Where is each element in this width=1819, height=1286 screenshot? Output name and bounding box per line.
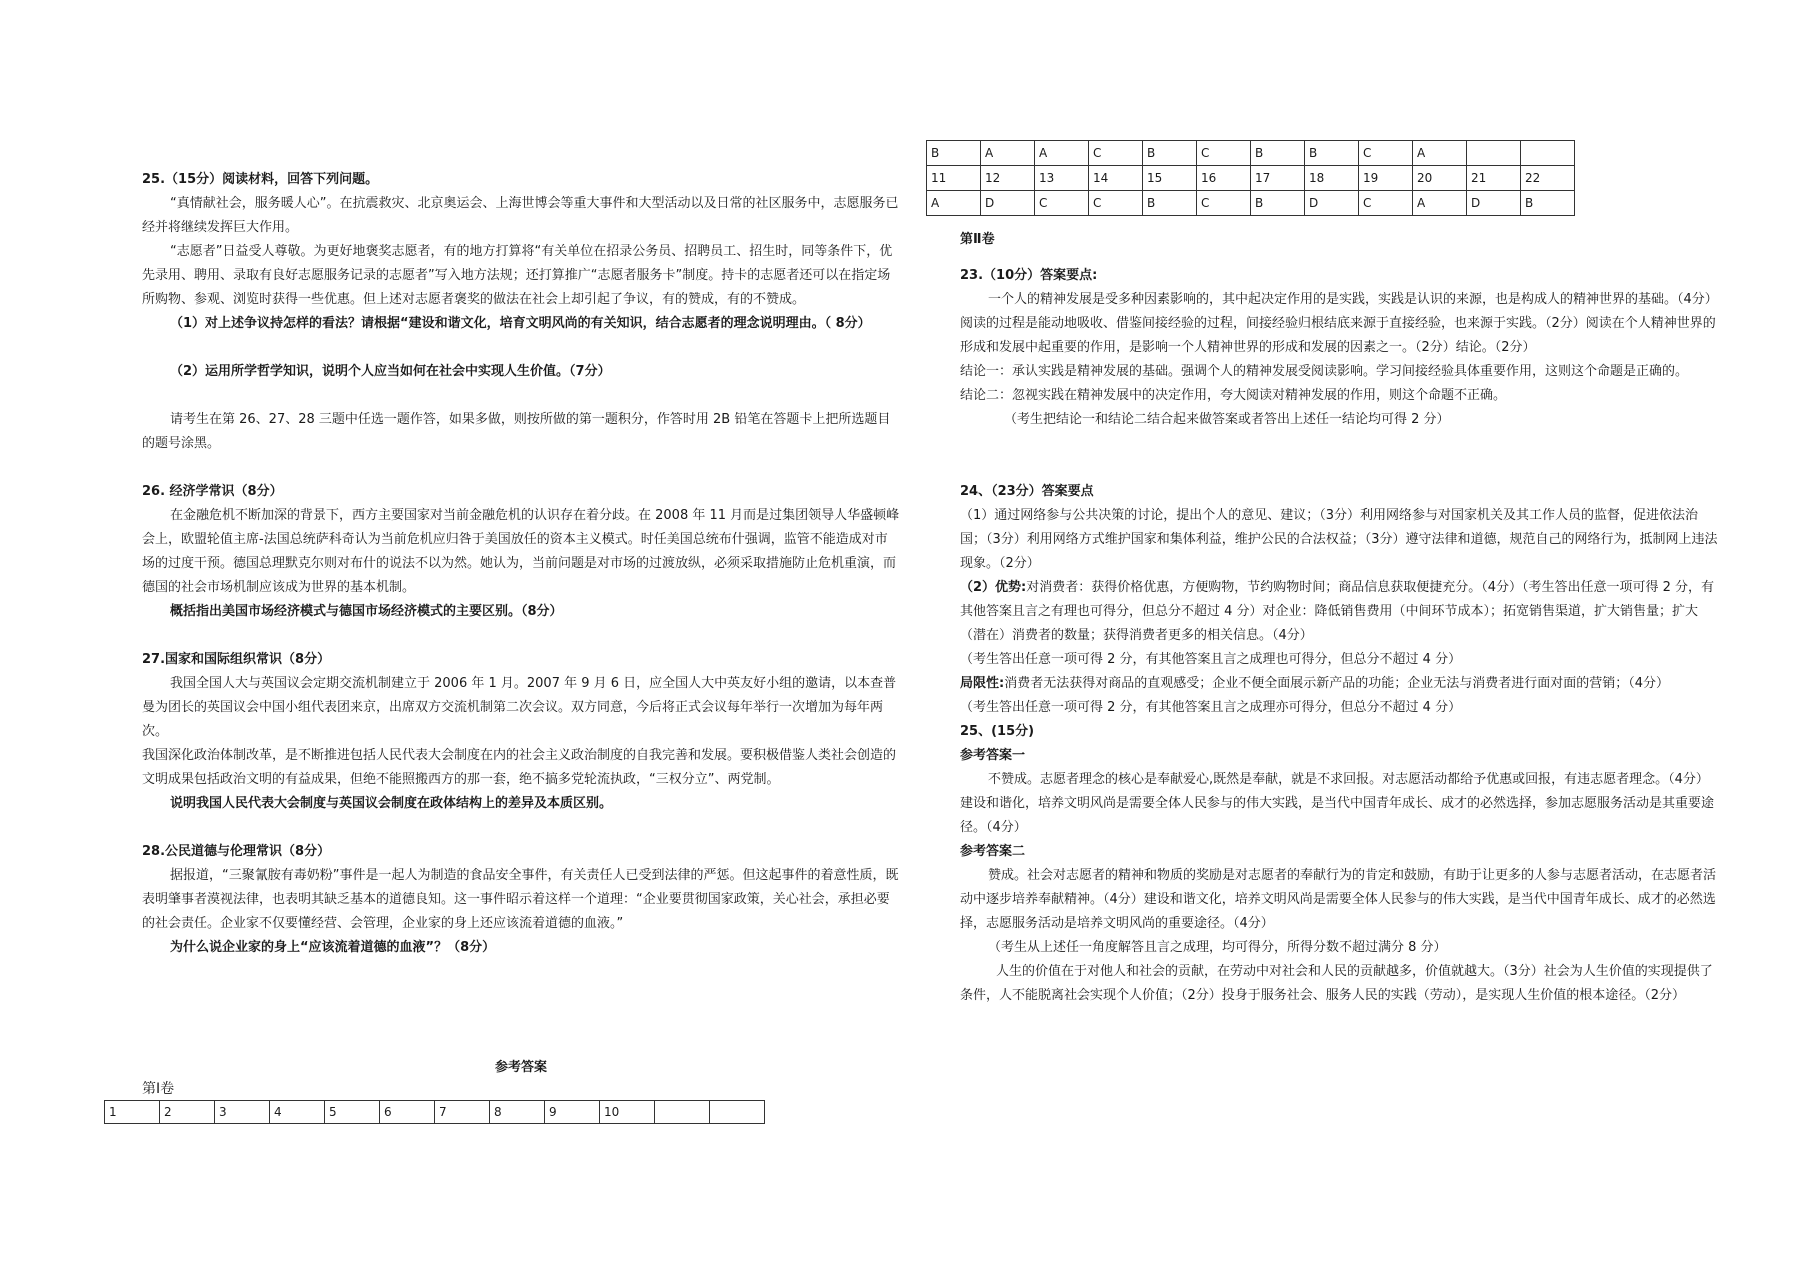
a24-part-2 — [960, 576, 1720, 648]
table-cell: C — [1089, 191, 1143, 216]
table-cell: B — [1143, 141, 1197, 166]
a25-final: 人生的价值在于对他人和社会的贡献，在劳动中对社会和人民的贡献越多，价值就越大。（3分）社会为人生价值的实现提供了条件，人不能脱离社会实现个人价值；（2分）投身于服务社会、服务人民的实践（劳动），是实现人生价值的根本途径。（2分） — [960, 964, 1713, 1003]
table-cell: 22 — [1521, 166, 1575, 191]
a24-advantage-label: （2）优势: — [960, 580, 1027, 595]
q27-question: 说明我国人民代表大会制度与英国议会制度在政体结构上的差异及本质区别。 — [170, 796, 613, 811]
table-row — [105, 1101, 765, 1124]
table-row — [927, 141, 1575, 166]
table-cell: 20 — [1413, 166, 1467, 191]
a24-title: 24、（23分）答案要点 — [960, 484, 1094, 499]
section-2-label: 第Ⅱ卷 — [960, 232, 995, 247]
table-cell — [710, 1101, 765, 1124]
section-1-label: 第Ⅰ卷 — [142, 1081, 175, 1097]
table-cell — [655, 1101, 710, 1124]
table-cell: B — [1305, 141, 1359, 166]
table-cell: D — [1467, 191, 1521, 216]
a24-limitation-text: 消费者无法获得对商品的直观感受；企业不便全面展示新产品的功能；企业无法与消费者进行面对面的营销；（4分） — [1004, 676, 1669, 691]
q25-paragraph-1: “真情献社会，服务暖人心”。在抗震救灾、北京奥运会、上海世博会等重大事件和大型活动以及日常的社区服务中，志愿服务已经并将继续发挥巨大作用。 — [142, 196, 899, 235]
table-cell — [1467, 141, 1521, 166]
table-cell: A — [1413, 191, 1467, 216]
q28-title: 28.公民道德与伦理常识（8分） — [142, 844, 331, 859]
a23-conclusion-2: 结论二：忽视实践在精神发展中的决定作用，夸大阅读对精神发展的作用，则这个命题不正确。 — [960, 388, 1507, 403]
q25-paragraph-2: “志愿者”日益受人尊敬。为更好地褒奖志愿者，有的地方打算将“有关单位在招录公务员、招聘员工、招生时，同等条件下，优先录用、聘用、录取有良好志愿服务记录的志愿者”写入地方法规；还打算推广“志愿者服务卡”制度。持卡的志愿者还可以在指定场所购物、参观、浏览时获得一些优惠。但上述对志愿者褒奖的做法在社会上却引起了争议，有的赞成，有的不赞成。 — [142, 244, 893, 307]
table-cell: B — [1251, 141, 1305, 166]
table-cell: 13 — [1035, 166, 1089, 191]
table-cell: 7 — [435, 1101, 490, 1124]
q25-title: 25.（15分）阅读材料，回答下列问题。 — [142, 172, 379, 187]
a23-paragraph: 一个人的精神发展是受多种因素影响的，其中起决定作用的是实践，实践是认识的来源，也是构成人的精神世界的基础。（4分）阅读的过程是能动地吸收、借鉴间接经验的过程，间接经验归根结底来源于直接经验，也来源于实践。（2分）阅读在个人精神世界的形成和发展中起重要的作用，是影响一个人精神世界的形成和发展的因素之一。（2分）结论。（2分） — [960, 292, 1718, 355]
table-cell: 6 — [380, 1101, 435, 1124]
table-cell: C — [1197, 141, 1251, 166]
table-cell: C — [1035, 191, 1089, 216]
q27-paragraph-1: 我国全国人大与英国议会定期交流机制建立于 2006 年 1 月。2007 年 9 月 6 日，应全国人大中英友好小组的邀请，以本查普曼为团长的英国议会中国小组代表团来京，出席双方交流机制第二次会议。双方同意，今后将正式会议每年举行一次增加为每年两次。 — [142, 676, 897, 739]
q26-title: 26. 经济学常识（8分） — [142, 484, 283, 499]
a24-advantage-text: 对消费者：获得价格优惠，方便购物，节约购物时间；商品信息获取便捷充分。（4分）（考生答出任意一项可得 2 分，有其他答案且言之有理也可得分，但总分不超过 4 分）对企业：降低销售费用（中间环节成本）；拓宽销售渠道，扩大销售量；扩大（潜在）消费者的数量；获得消费者更多的相关信息。（4分） — [960, 580, 1715, 643]
q26-question: 概括指出美国市场经济模式与德国市场经济模式的主要区别。（8分） — [170, 604, 563, 619]
table-cell: D — [1305, 191, 1359, 216]
q27-title: 27.国家和国际组织常识（8分） — [142, 652, 331, 667]
table-cell: 18 — [1305, 166, 1359, 191]
table-cell: 14 — [1089, 166, 1143, 191]
table-cell: 8 — [490, 1101, 545, 1124]
table-cell: 19 — [1359, 166, 1413, 191]
table-cell: 10 — [600, 1101, 655, 1124]
q25-sub-question-1: （1）对上述争议持怎样的看法？请根据“建设和谐文化，培育文明风尚的有关知识，结合志愿者的理念说明理由。（ 8分） — [170, 316, 871, 331]
a24-note-2: （考生答出任意一项可得 2 分，有其他答案且言之成理亦可得分，但总分不超过 4 分） — [960, 700, 1462, 715]
a25-reference-2: 赞成。社会对志愿者的精神和物质的奖励是对志愿者的奉献行为的肯定和鼓励，有助于让更多的人参与志愿者活动，在志愿者活动中逐步培养奉献精神。（4分）建设和谐文化，培养文明风尚是需要全体人民参与的伟大实践，是当代中国青年成长、成才的必然选择，志愿服务活动是培养文明风尚的重要途径。（4分） — [960, 868, 1717, 931]
table-cell: 17 — [1251, 166, 1305, 191]
a24-limitation-label: 局限性: — [960, 676, 1005, 691]
a24-note-1: （考生答出任意一项可得 2 分，有其他答案且言之成理也可得分，但总分不超过 4 分） — [960, 652, 1462, 667]
table-row — [927, 191, 1575, 216]
a23-title: 23.（10分）答案要点: — [960, 268, 1098, 283]
table-cell: 9 — [545, 1101, 600, 1124]
table-cell: B — [927, 141, 981, 166]
q27-paragraph-2: 我国深化政治体制改革，是不断推进包括人民代表大会制度在内的社会主义政治制度的自我完善和发展。要积极借鉴人类社会创造的文明成果包括政治文明的有益成果，但绝不能照搬西方的那一套，绝不搞多党轮流执政，“三权分立”、两党制。 — [142, 748, 897, 787]
answer-table-part1-right — [926, 140, 1575, 216]
a25-reference-1: 不赞成。志愿者理念的核心是奉献爱心,既然是奉献，就是不求回报。对志愿活动都给予优惠或回报，有违志愿者理念。（4分）建设和谐化，培养文明风尚是需要全体人民参与的伟大实践，是当代中国青年成长、成才的必然选择，参加志愿服务活动是其重要途径。（4分） — [960, 772, 1715, 835]
table-cell: C — [1359, 141, 1413, 166]
table-cell: 11 — [927, 166, 981, 191]
table-cell: B — [1143, 191, 1197, 216]
table-cell: A — [927, 191, 981, 216]
table-cell: A — [1035, 141, 1089, 166]
table-cell: C — [1359, 191, 1413, 216]
elective-instruction: 请考生在第 26、27、28 三题中任选一题作答，如果多做，则按所做的第一题积分，作答时用 2B 铅笔在答题卡上把所选题目的题号涂黑。 — [142, 412, 891, 451]
a24-part-1: （1）通过网络参与公共决策的讨论，提出个人的意见、建议；（3分）利用网络参与对国家机关及其工作人员的监督，促进依法治国；（3分）利用网络方式维护国家和集体利益，维护公民的合法权益；（3分）遵守法律和道德，规范自己的网络行为，抵制网上违法现象。（2分） — [960, 508, 1718, 571]
q28-paragraph: 据报道，“三聚氰胺有毒奶粉”事件是一起人为制造的食品安全事件，有关责任人已受到法律的严惩。但这起事件的着意性质，既表明肇事者漠视法律，也表明其缺乏基本的道德良知。这一事件昭示着这样一个道理：“企业要贯彻国家政策，关心社会，承担必要的社会责任。企业家不仅要懂经营、会管理，企业家的身上还应该流着道德的血液。” — [142, 868, 899, 931]
a25-note: （考生从上述任一角度解答且言之成理，均可得分，所得分数不超过满分 8 分） — [988, 940, 1447, 955]
a24-part-3 — [960, 672, 1720, 696]
q25-sub-question-2: （2）运用所学哲学知识，说明个人应当如何在社会中实现人生价值。（7分） — [170, 364, 611, 379]
a23-note: （考生把结论一和结论二结合起来做答案或者答出上述任一结论均可得 2 分） — [1004, 412, 1450, 427]
a25-reference-1-title: 参考答案一 — [960, 748, 1026, 763]
table-cell: 5 — [325, 1101, 380, 1124]
table-cell: C — [1089, 141, 1143, 166]
reference-answer-title: 参考答案 — [494, 1060, 547, 1075]
table-cell: 21 — [1467, 166, 1521, 191]
table-cell: 15 — [1143, 166, 1197, 191]
table-cell — [1521, 141, 1575, 166]
a25-title: 25、(15分) — [960, 724, 1035, 739]
a25-reference-2-title: 参考答案二 — [960, 844, 1026, 859]
table-cell: C — [1197, 191, 1251, 216]
table-cell: 12 — [981, 166, 1035, 191]
right-column — [931, 140, 1720, 1008]
q28-question: 为什么说企业家的身上“应该流着道德的血液”？（8分） — [170, 940, 496, 955]
answer-table-part1-left — [104, 1100, 765, 1124]
table-cell: 3 — [215, 1101, 270, 1124]
table-cell: B — [1251, 191, 1305, 216]
table-cell: A — [1413, 141, 1467, 166]
table-cell: A — [981, 141, 1035, 166]
table-cell: 4 — [270, 1101, 325, 1124]
a23-conclusion-1: 结论一：承认实践是精神发展的基础。强调个人的精神发展受阅读影响。学习间接经验具体重要作用，这则这个命题是正确的。 — [960, 364, 1689, 379]
table-cell: 16 — [1197, 166, 1251, 191]
table-cell: B — [1521, 191, 1575, 216]
q26-paragraph: 在金融危机不断加深的背景下，西方主要国家对当前金融危机的认识存在着分歧。在 2008 年 11 月而是过集团领导人华盛顿峰会上，欧盟轮值主席-法国总统萨科奇认为当前危机应归咎于美国放任的资本主义模式。时任美国总统布什强调，监管不能造成对市场的过度干预。德国总理默克尔则对布什的说法不以为然。她认为，当前问题是对市场的过渡放纵，必须采取措施防止危机重演，而德国的社会市场机制应该成为世界的基本机制。 — [142, 508, 900, 595]
table-cell: 1 — [105, 1101, 160, 1124]
left-column — [142, 168, 900, 960]
table-cell: D — [981, 191, 1035, 216]
table-cell: 2 — [160, 1101, 215, 1124]
table-row — [927, 166, 1575, 191]
